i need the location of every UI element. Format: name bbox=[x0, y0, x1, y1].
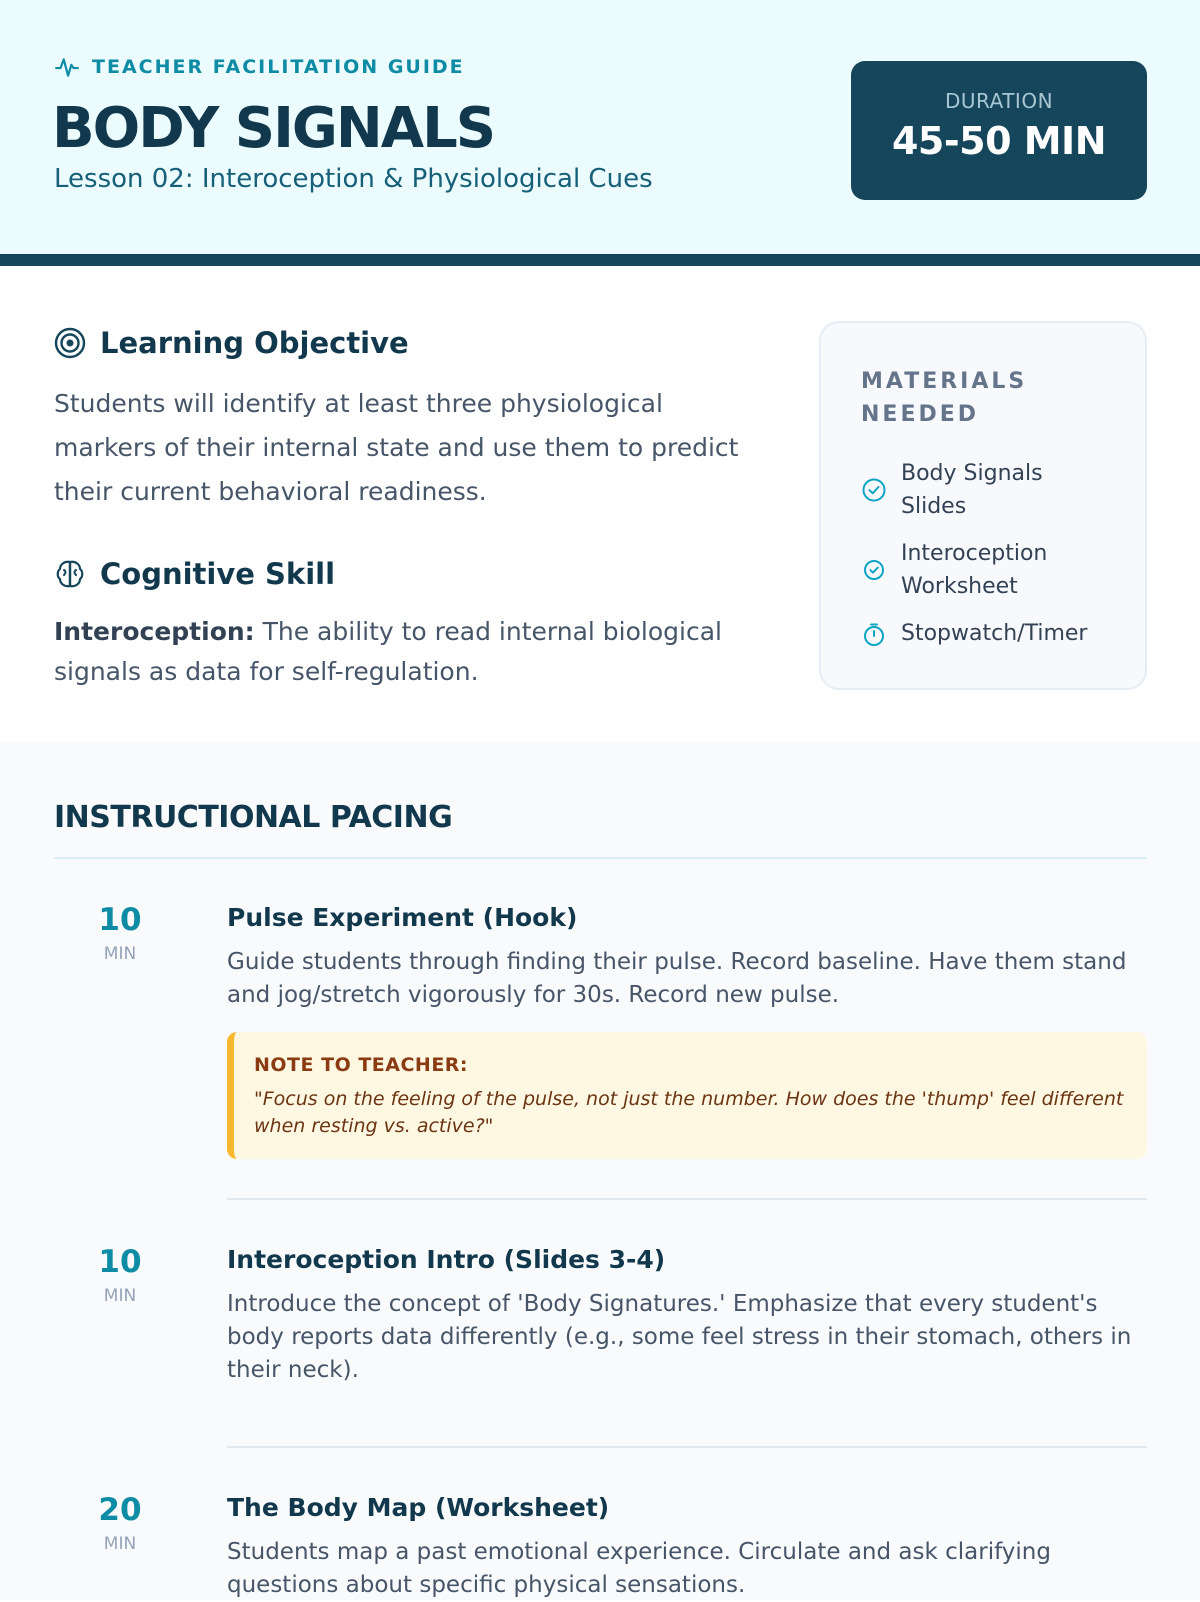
objective-title: Learning Objective bbox=[100, 326, 409, 360]
materials-item-label: Interoception Worksheet bbox=[901, 541, 1048, 599]
step-unit: MIN bbox=[103, 1286, 137, 1306]
kicker-label: TEACHER FACILITATION GUIDE bbox=[92, 56, 465, 78]
step-unit: MIN bbox=[103, 1534, 137, 1554]
pacing-divider bbox=[54, 857, 1147, 859]
pulse-icon bbox=[54, 54, 80, 80]
skill-text bbox=[54, 612, 754, 692]
skill-definition: The ability to read internal biological signals as data for self-regulation. bbox=[54, 617, 722, 686]
materials-item-label: Body Signals Slides bbox=[901, 461, 1043, 519]
teacher-note-label: NOTE TO TEACHER: bbox=[254, 1054, 469, 1076]
step-duration bbox=[50, 902, 190, 964]
check-circle-icon bbox=[861, 557, 887, 583]
objective-heading bbox=[54, 326, 409, 360]
materials-card bbox=[819, 321, 1147, 690]
materials-item bbox=[861, 617, 1087, 650]
target-icon bbox=[54, 327, 86, 359]
page-title: BODY SIGNALS bbox=[52, 96, 495, 161]
pacing-title: INSTRUCTIONAL PACING bbox=[54, 800, 453, 835]
duration-badge bbox=[851, 61, 1147, 200]
duration-label: DURATION bbox=[944, 89, 1054, 113]
materials-item bbox=[861, 537, 1091, 603]
teacher-note bbox=[227, 1032, 1147, 1159]
step-description: Guide students through finding their pulse. Record baseline. Have them stand and jog/stretch vigorously for 30s. Record new pulse. bbox=[227, 949, 1127, 1008]
step-duration bbox=[50, 1244, 190, 1306]
step-description: Students map a past emotional experience. Circulate and ask clarifying questions about specific physical sensations. bbox=[227, 1539, 1051, 1598]
step-duration bbox=[50, 1492, 190, 1554]
objective-text: Students will identify at least three physiological markers of their internal state and use them to predict their current behavioral readiness. bbox=[54, 389, 739, 506]
step-divider bbox=[227, 1446, 1147, 1448]
kicker bbox=[54, 54, 465, 80]
step-minutes: 20 bbox=[98, 1492, 142, 1528]
skill-term: Interoception: bbox=[54, 617, 255, 646]
step-title: Pulse Experiment (Hook) bbox=[227, 903, 578, 932]
header-banner bbox=[0, 0, 1200, 254]
stopwatch-icon bbox=[861, 621, 887, 647]
pacing-section bbox=[0, 742, 1200, 1600]
step-unit: MIN bbox=[103, 944, 137, 964]
materials-item bbox=[861, 457, 1081, 523]
teacher-note-text: "Focus on the feeling of the pulse, not just the number. How does the 'thump' feel different when resting vs. active?" bbox=[254, 1088, 1124, 1137]
brain-icon bbox=[54, 558, 86, 590]
header-divider bbox=[0, 254, 1200, 266]
materials-title: MATERIALS NEEDED bbox=[861, 369, 1028, 427]
check-circle-icon bbox=[861, 477, 887, 503]
step-minutes: 10 bbox=[98, 902, 142, 938]
skill-title: Cognitive Skill bbox=[100, 557, 336, 591]
step-title: The Body Map (Worksheet) bbox=[227, 1493, 610, 1522]
step-minutes: 10 bbox=[98, 1244, 142, 1280]
step-divider bbox=[227, 1198, 1147, 1200]
step-title: Interoception Intro (Slides 3-4) bbox=[227, 1245, 666, 1274]
duration-value: 45-50 MIN bbox=[891, 119, 1107, 163]
step-description: Introduce the concept of 'Body Signatures.' Emphasize that every student's body reports data differently (e.g., some feel stress in their stomach, others in their neck). bbox=[227, 1291, 1132, 1383]
skill-heading bbox=[54, 557, 335, 591]
page-subtitle: Lesson 02: Interoception & Physiological Cues bbox=[54, 164, 653, 194]
materials-item-label: Stopwatch/Timer bbox=[901, 621, 1088, 646]
